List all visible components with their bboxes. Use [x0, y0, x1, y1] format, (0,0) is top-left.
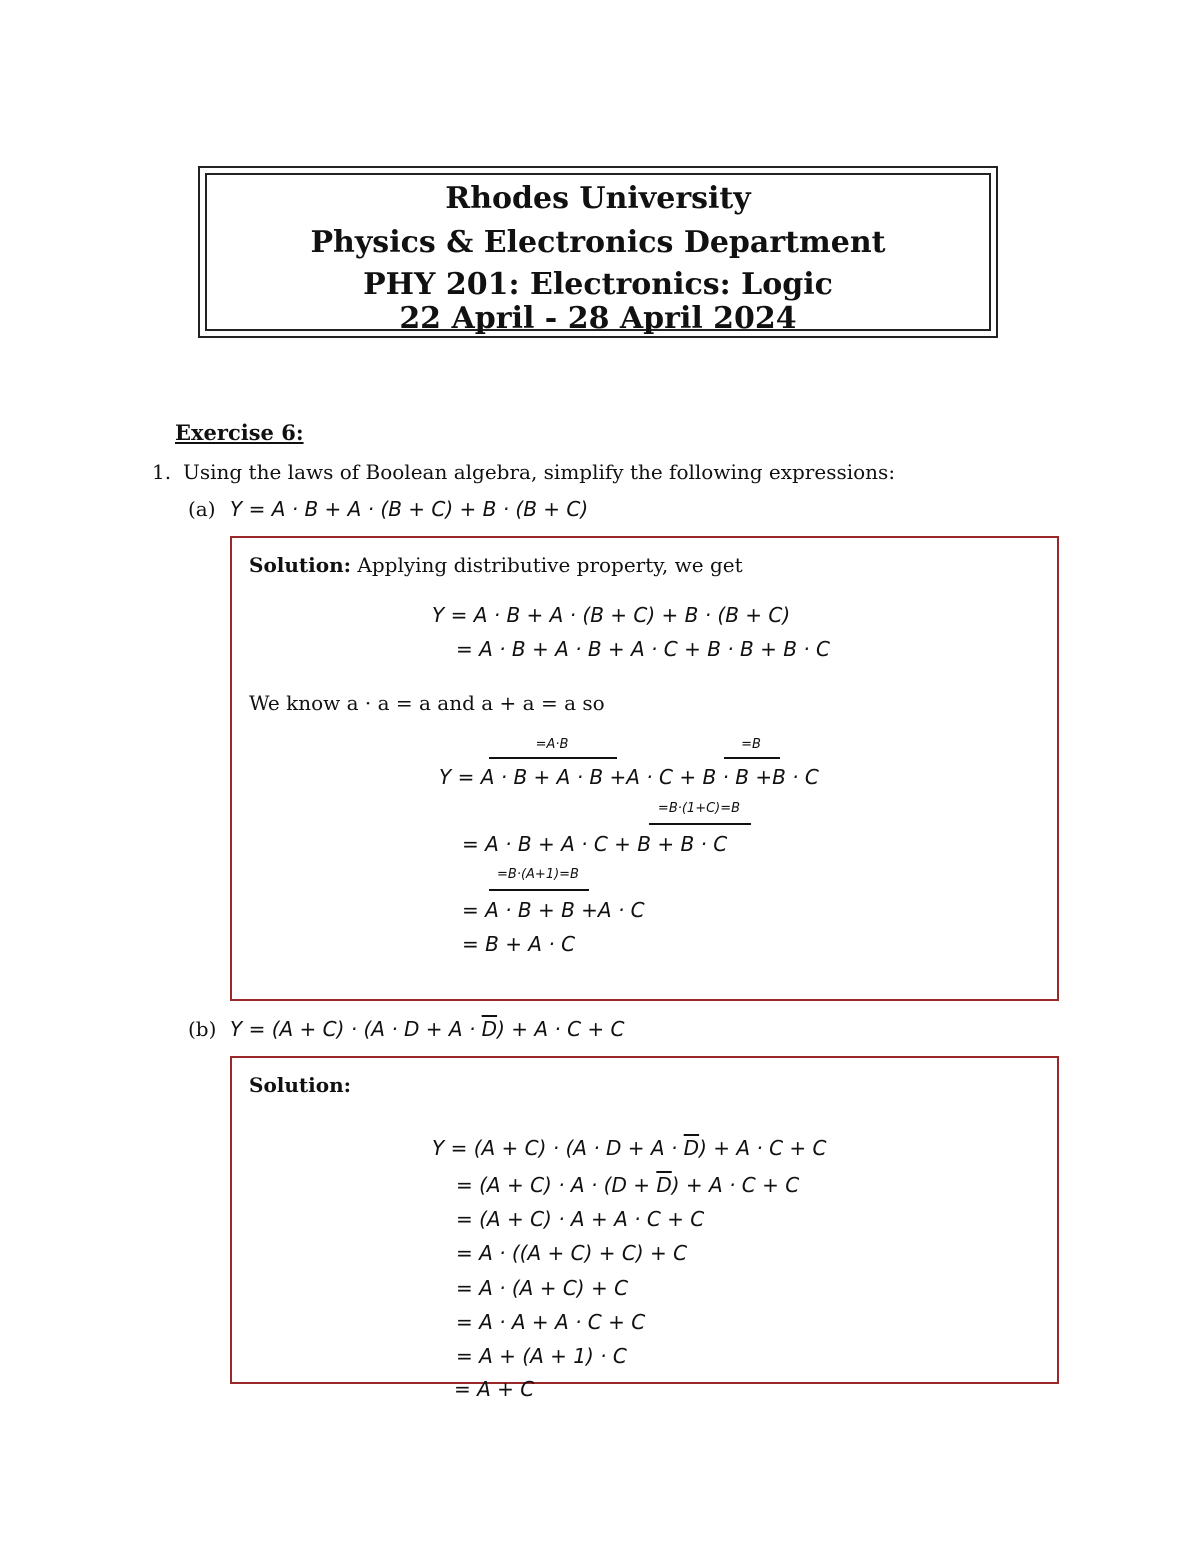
- solution-b-step2: [456, 1173, 799, 1197]
- s2-dbar: $\overline{D}$: [656, 1173, 672, 1197]
- step3-lhs: Y =: [439, 765, 475, 789]
- part-b-expr-dbar: $\overline{D}$: [481, 1017, 498, 1041]
- overbrace-3: [649, 823, 751, 831]
- solution-b-box: [230, 1056, 1059, 1384]
- brace-annotation-4: =B·(A+1)=B: [497, 867, 579, 882]
- solution-a-know: We know a · a = a and a + a = a so: [249, 691, 605, 715]
- exercise-heading: Exercise 6:: [175, 420, 304, 445]
- s1-pre: Y = (A + C) · (A · D + A ·: [432, 1136, 684, 1160]
- overbrace-2: [724, 757, 780, 765]
- overbrace-1: [489, 757, 617, 765]
- step3-tail: +B · C: [755, 765, 819, 789]
- part-b-expr-pre: Y = (A + C) · (A · D + A ·: [230, 1017, 482, 1041]
- brace-annotation-2: =B: [741, 737, 761, 752]
- solution-b-label: Solution:: [249, 1073, 352, 1097]
- solution-b-step5: = A · (A + C) + C: [456, 1276, 629, 1300]
- s1-dbar: $\overline{D}$: [683, 1136, 700, 1160]
- solution-a-step1: Y = A · B + A · (B + C) + B · (B + C): [432, 603, 791, 627]
- solution-a-step3: [439, 765, 819, 789]
- solution-a-step5: [462, 898, 645, 922]
- step4-braced: B + B · C: [637, 832, 728, 856]
- solution-a-step6: = B + A · C: [462, 932, 576, 956]
- step5-braced: A · B + B: [485, 898, 575, 922]
- course-title: PHY 201: Electronics: Logic: [363, 267, 833, 302]
- part-a-label: (a): [188, 497, 216, 521]
- part-b-label: (b): [188, 1017, 217, 1041]
- solution-a-text: [249, 553, 743, 577]
- solution-b-step6: = A · A + A · C + C: [456, 1310, 646, 1334]
- s2-post: ) + A · C + C: [671, 1173, 800, 1197]
- step4-lhs: = A · B + A · C +: [462, 832, 631, 856]
- title-inner-border: [205, 173, 991, 336]
- brace-annotation-3: =B·(1+C)=B: [657, 801, 741, 816]
- department-name: Physics & Electronics Department: [310, 225, 886, 260]
- solution-b-step4: = A · ((A + C) + C) + C: [456, 1241, 688, 1265]
- step3-braced-2: B · B: [702, 765, 749, 789]
- question-number: 1.: [152, 460, 172, 484]
- solution-a-step4: [462, 832, 727, 856]
- part-b-expression: [230, 1017, 625, 1041]
- s1-post: ) + A · C + C: [699, 1136, 827, 1160]
- solution-b-step1: [432, 1136, 827, 1160]
- step3-braced-1: A · B + A · B: [480, 765, 604, 789]
- title-box: [198, 166, 998, 338]
- step5-tail: +A · C: [581, 898, 645, 922]
- solution-a-intro: Applying distributive property, we get: [357, 553, 743, 577]
- step5-lhs: =: [462, 898, 479, 922]
- date-range: 22 April - 28 April 2024: [399, 301, 797, 336]
- solution-b-step7: = A + (A + 1) · C: [456, 1344, 627, 1368]
- solution-a-step2: = A · B + A · B + A · C + B · B + B · C: [456, 637, 830, 661]
- solution-a-label: Solution:: [249, 553, 352, 577]
- question-text: Using the laws of Boolean algebra, simplify the following expressions:: [183, 460, 896, 484]
- university-name: Rhodes University: [445, 181, 751, 216]
- s2-pre: = (A + C) · A · (D +: [456, 1173, 657, 1197]
- part-a-expression: Y = A · B + A · (B + C) + B · (B + C): [230, 497, 589, 521]
- solution-a-box: [230, 536, 1059, 1001]
- overbrace-4: [489, 889, 589, 897]
- step3-middle: +A · C +: [609, 765, 697, 789]
- solution-b-step8: = A + C: [454, 1377, 535, 1401]
- brace-annotation-1: =A·B: [535, 737, 569, 752]
- part-b-expr-post: ) + A · C + C: [497, 1017, 625, 1041]
- solution-b-step3: = (A + C) · A + A · C + C: [456, 1207, 705, 1231]
